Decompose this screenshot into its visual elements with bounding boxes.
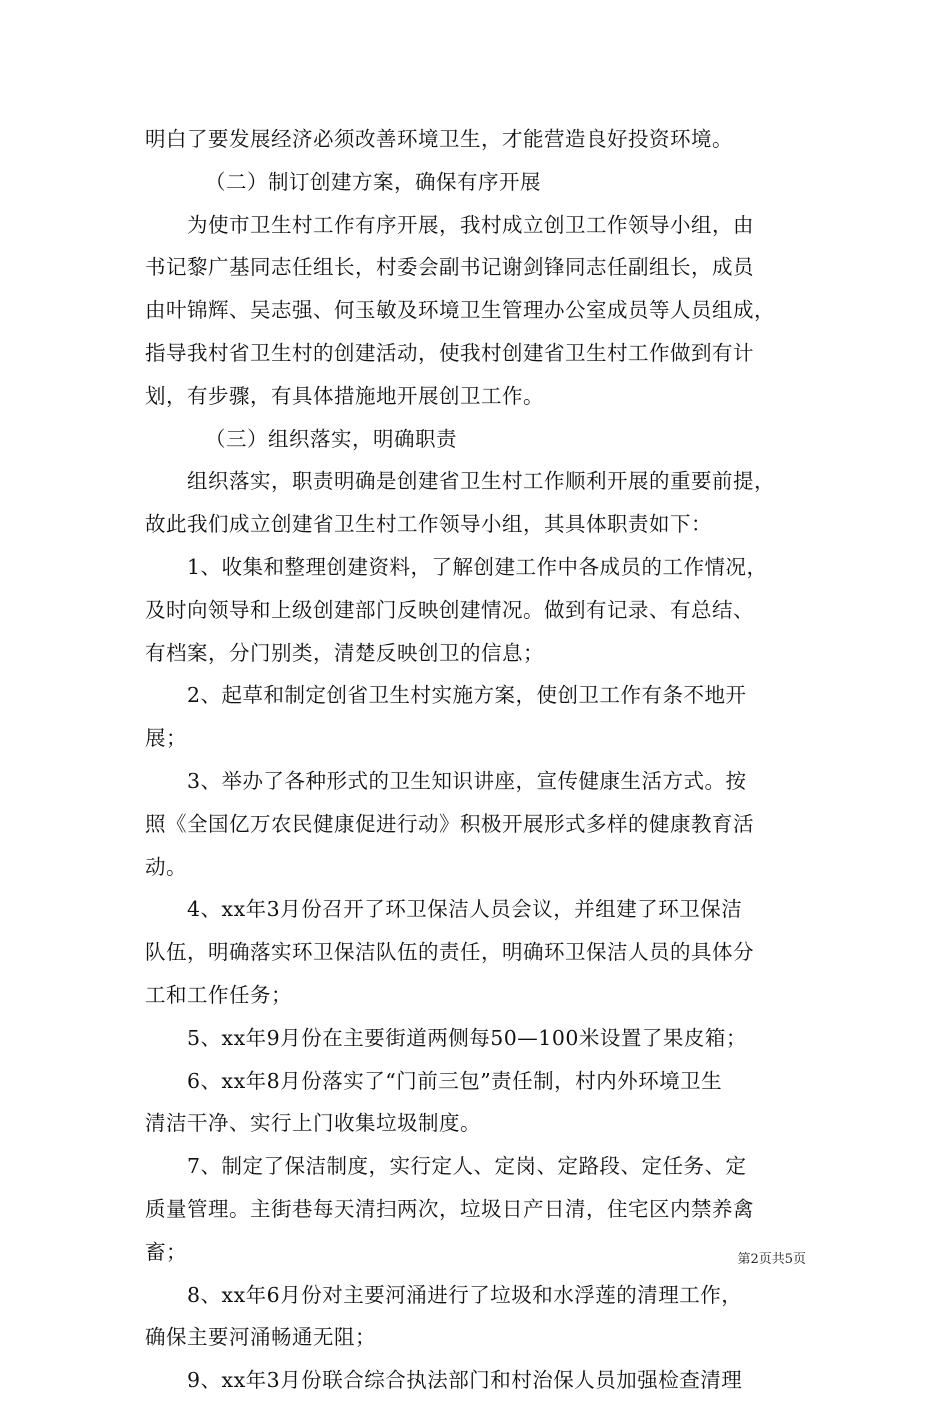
- section-heading: （三）组织落实，明确职责: [205, 426, 457, 451]
- paragraph-line: 故此我们成立创建省卫生村工作领导小组，其具体职责如下：: [145, 512, 712, 537]
- list-item-line: 2、起草和制定创省卫生村实施方案，使创卫工作有条不地开: [187, 683, 747, 708]
- body-text: [145, 118, 815, 1402]
- list-item-line: 动。: [145, 854, 187, 879]
- list-item-line: 队伍，明确落实环卫保洁队伍的责任，明确环卫保洁人员的具体分: [145, 940, 754, 965]
- list-item-line: 清洁干净、实行上门收集垃圾制度。: [145, 1111, 481, 1136]
- list-item-line: 6、xx年8月份落实了“门前三包”责任制，村内外环境卫生: [187, 1068, 723, 1093]
- list-item-line: 4、xx年3月份召开了环卫保洁人员会议，并组建了环卫保洁: [187, 897, 743, 922]
- list-item-line: 展；: [145, 726, 187, 751]
- section-heading: （二）制订创建方案，确保有序开展: [205, 169, 541, 194]
- list-item-line: 及时向领导和上级创建部门反映创建情况。做到有记录、有总结、: [145, 597, 754, 622]
- list-item-line: 工和工作任务；: [145, 982, 292, 1007]
- list-item-line: 1、收集和整理创建资料，了解创建工作中各成员的工作情况，: [187, 554, 768, 579]
- list-item-line: 8、xx年6月份对主要河涌进行了垃圾和水浮莲的清理工作，: [187, 1282, 743, 1307]
- list-item-line: 7、制定了保洁制度，实行定人、定岗、定路段、定任务、定: [187, 1154, 747, 1179]
- paragraph-line: 书记黎广基同志任组长，村委会副书记谢剑锋同志任副组长，成员: [145, 255, 754, 280]
- paragraph-line: 为使市卫生村工作有序开展，我村成立创卫工作领导小组，由: [187, 212, 754, 237]
- paragraph-line: 指导我村省卫生村的创建活动，使我村创建省卫生村工作做到有计: [145, 340, 754, 365]
- list-item-line: 畜；: [145, 1239, 187, 1264]
- list-item-line: 5、xx年9月份在主要街道两侧每50—100米设置了果皮箱；: [187, 1025, 747, 1050]
- paragraph-line: 明白了要发展经济必须改善环境卫生，才能营造良好投资环境。: [145, 127, 733, 151]
- paragraph-line: 由叶锦辉、吴志强、何玉敏及环境卫生管理办公室成员等人员组成，: [145, 298, 775, 323]
- paragraph-line: 组织落实，职责明确是创建省卫生村工作顺利开展的重要前提，: [187, 469, 775, 494]
- list-item-line: 质量管理。主街巷每天清扫两次，垃圾日产日清，住宅区内禁养禽: [145, 1196, 754, 1221]
- paragraph-line: 划，有步骤，有具体措施地开展创卫工作。: [145, 383, 544, 408]
- list-item-line: 9、xx年3月份联合综合执法部门和村治保人员加强检查清理: [187, 1368, 743, 1393]
- list-item-line: 确保主要河涌畅通无阻；: [145, 1325, 376, 1350]
- list-item-line: 3、举办了各种形式的卫生知识讲座，宣传健康生活方式。按: [187, 768, 747, 793]
- page-footer: [0, 1248, 806, 1267]
- list-item-line: 照《全国亿万农民健康促进行动》积极开展形式多样的健康教育活: [145, 811, 754, 836]
- list-item-line: 有档案，分门别类，清楚反映创卫的信息；: [145, 640, 544, 665]
- page-number: 第2页共5页: [737, 1252, 806, 1267]
